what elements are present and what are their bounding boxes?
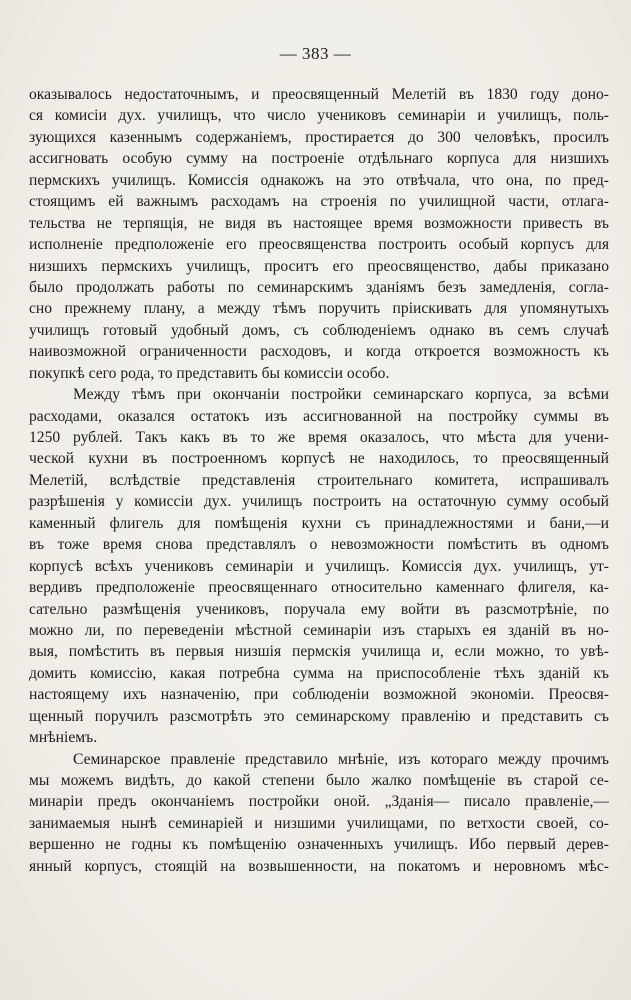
text-line: щенный поручилъ разсмотрѣть это семинарскому правленію и представить съ <box>29 707 609 725</box>
text-line: вердивъ предположеніе преосвященнаго относительно каменнаго флигеля, ка- <box>29 579 609 597</box>
text-line: настоящему ихъ назначенію, при соблюденіи возможной экономіи. Преосвя- <box>29 686 609 704</box>
text-line: можно ли, по переведеніи мѣстной семинаріи изъ старыхъ ея зданій въ но- <box>29 621 609 639</box>
text-line: домить комиссію, какая потребна сумма на приспособленіе тѣхъ зданій къ <box>29 664 609 682</box>
text-line: мнѣніемъ. <box>29 729 98 747</box>
text-line: мы можемъ видѣть, до какой степени было жалко помѣщеніе въ старой се- <box>29 772 609 789</box>
text-line: ассигновать особую сумму на построеніе отдѣльнаго корпуса для низшихъ <box>29 150 609 168</box>
text-line: ческой кухни въ построенномъ корпусѣ не находилось, то преосвященный <box>29 450 609 468</box>
text-line: сательно размѣщенія учениковъ, поручала ему войти въ разсмотрѣніе, по <box>29 600 609 618</box>
text-line: 1250 рублей. Такъ какъ въ то же время оказалось, что мѣста для учени- <box>29 429 609 446</box>
text-line: ся комисіи дух. училищъ, что число учениковъ семинаріи и училищъ, поль- <box>29 107 609 125</box>
text-line: Семинарское правленіе представило мнѣніе, изъ котораго между прочимъ <box>73 750 609 768</box>
paragraph-2 <box>29 384 609 748</box>
text-line: пермскихъ училищъ. Комиссія однакожъ на это отвѣчала, что она, по пред- <box>29 171 609 189</box>
text-line: разрѣшенія у комиссіи дух. училищъ построить на остаточную сумму особый <box>29 493 609 511</box>
text-line: стоящимъ ей важнымъ расходамъ на строенія по училищной части, отлага- <box>29 193 609 211</box>
text-line: наивозможной ограниченности расходовъ, и когда откроется возможность къ <box>29 343 609 361</box>
paragraph-1 <box>29 84 609 384</box>
body-text <box>29 84 609 877</box>
text-line: зующихся казеннымъ содержаніемъ, простирается до 300 человѣкъ, просилъ <box>29 128 609 146</box>
text-line: въ тоже время снова представлялъ о невозможности помѣстить въ одномъ <box>29 536 609 554</box>
text-line: минаріи предъ окончаніемъ постройки оной. „Зданія— писало правленіе,— <box>29 793 609 811</box>
text-line: янный корпусъ, стоящій на возвышенности, на покатомъ и неровномъ мѣс- <box>29 857 609 875</box>
paragraph-3 <box>29 749 609 878</box>
text-line: было продолжать работы по семинарскимъ зданіямъ безъ замедленія, согла- <box>29 278 609 296</box>
page-number: — 383 — <box>279 44 352 63</box>
text-line: покупкѣ сего рода, то представить бы комиссіи особо. <box>29 364 390 382</box>
text-line: каменный флигель для помѣщенія кухни съ принадлежностями и бани,—и <box>29 514 609 532</box>
text-line: Мелетій, вслѣдствіе представленія строительнаго комитета, испрашивалъ <box>29 471 609 489</box>
text-line: оказывалось недостаточнымъ, и преосвященный Мелетій въ 1830 году доно- <box>29 86 609 103</box>
text-line: низшихъ пермскихъ училищъ, проситъ его преосвященство, дабы приказано <box>29 257 609 275</box>
text-line: расходами, оказался остатокъ изъ ассигнованной на постройку суммы въ <box>29 407 609 425</box>
text-line: выя, помѣстить въ первыя низшія пермскія училища и, если можно, то увѣ- <box>29 643 609 661</box>
text-line: исполненіе предположеніе его преосвященства построить особый корпусъ для <box>29 236 609 254</box>
text-line: корпусѣ всѣхъ учениковъ семинаріи и училищъ. Комиссія дух. училищъ, ут- <box>29 557 609 575</box>
text-line: сно прежнему плану, а между тѣмъ поручить пріискивать для упомянутыхъ <box>29 300 609 318</box>
text-line: училищъ готовый удобный домъ, съ соблюденіемъ однако въ семъ случаѣ <box>29 321 609 339</box>
text-line: тельства не терпящія, не видя въ настоящее время возможности привесть въ <box>29 214 609 232</box>
text-line: занимаемыя нынѣ семинаріей и низшими училищами, по ветхости своей, со- <box>29 814 609 832</box>
text-line: вершенно не годны къ помѣщенію означенныхъ училищъ. Ибо первый дерев- <box>29 836 609 854</box>
text-line: Между тѣмъ при окончаніи постройки семинарскаго корпуса, за всѣми <box>73 386 609 404</box>
